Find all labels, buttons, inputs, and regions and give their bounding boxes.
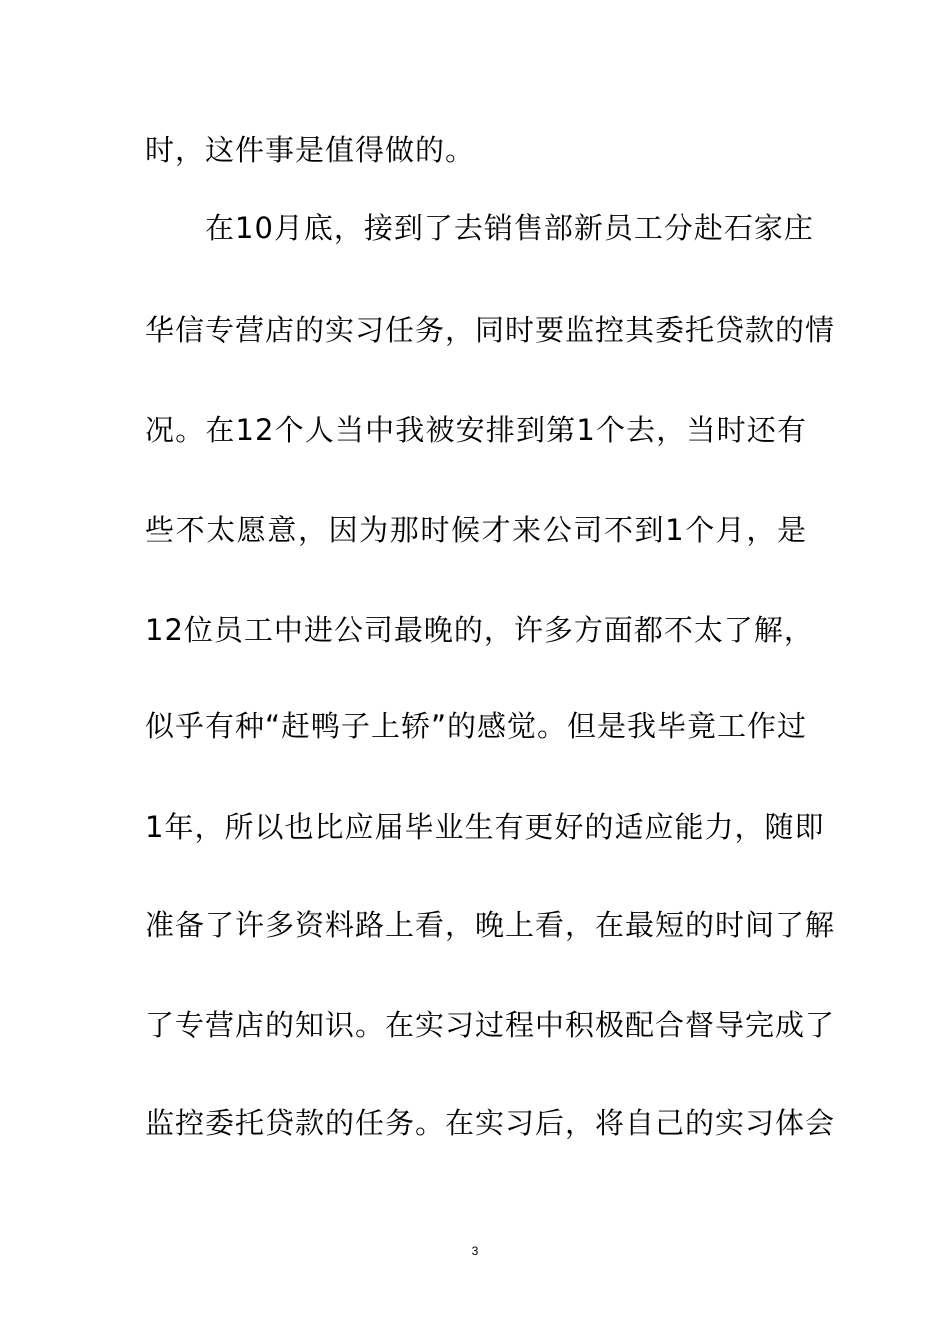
text-line: 华信专营店的实习任务，同时要监控其委托贷款的情 [145,313,836,347]
text-line: 准备了许多资料路上看，晚上看，在最短的时间了解 [145,908,836,942]
text-line: 12位员工中进公司最晚的，许多方面都不太了解， [145,613,814,647]
text-line: 监控委托贷款的任务。在实习后，将自己的实习体会 [145,1106,836,1140]
text-line: 了专营店的知识。在实习过程中积极配合督导完成了 [145,1008,836,1042]
text-line: 在10月底，接到了去销售部新员工分赴石家庄 [205,211,814,245]
text-line: 况。在12个人当中我被安排到第1个去，当时还有 [145,413,807,447]
text-line: 时，这件事是值得做的。 [145,133,476,167]
page-number: 3 [471,1244,479,1258]
text-line: 些不太愿意，因为那时候才来公司不到1个月，是 [145,513,807,547]
text-line: 似乎有种“赶鸭子上轿”的感觉。但是我毕竟工作过 [145,709,808,743]
text-line: 1年，所以也比应届毕业生有更好的适应能力，随即 [145,810,825,844]
